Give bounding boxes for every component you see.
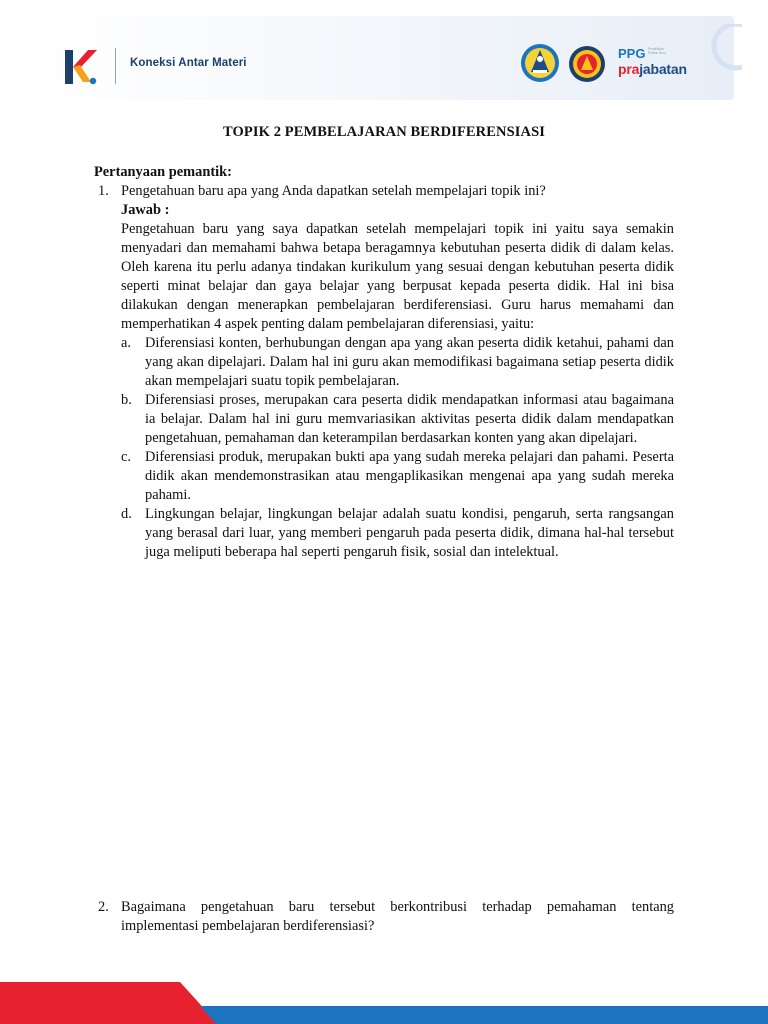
list-item-text: Diferensiasi proses, merupakan cara peserta didik mendapatkan informasi atau bagaimana ia belajar. Dalam hal ini guru memvariasikan aktivitas peserta didik dalam mendapatkan pengetahuan, pemahaman dan keterampilan berdasarkan konten yang akan dipelajari.	[145, 392, 674, 446]
ppg-prajabatan-logo	[614, 46, 704, 90]
list-item-text: Lingkungan belajar, lingkungan belajar adalah suatu kondisi, pengaruh, serta rangsangan yang berasal dari luar, yang memberi pengaruh pada peserta didik, dimana hal-hal tersebut juga meliputi beberapa hal seperti pengaruh fisik, sosial dan intelektual.	[145, 506, 674, 560]
decorative-arc	[702, 24, 742, 84]
page-header	[34, 16, 734, 100]
question-number: 1.	[98, 183, 109, 199]
list-item-letter: d.	[121, 506, 132, 522]
aspect-list	[121, 334, 674, 562]
question-2-item	[94, 898, 674, 936]
question-2	[94, 898, 674, 936]
footer-decoration	[0, 982, 768, 1024]
answer-paragraph: Pengetahuan baru yang saya dapatkan setelah mempelajari topik ini yaitu saya semakin menyadari dan memahami bahwa betapa beragamnya kebutuhan peserta didik di dalam kelas. Oleh karena itu perlu adanya tindakan kurikulum yang sesuai dengan kebutuhan peserta didik seperti minat belajar dan gaya belajar yang berpusat kepada peserta didik. Hal ini bisa dilakukan dengan menerapkan pembelajaran berdiferensiasi. Guru harus memahami dan memperhatikan 4 aspek penting dalam pembelajaran diferensiasi, yaitu:	[121, 221, 674, 332]
header-divider	[115, 48, 116, 84]
list-item-letter: b.	[121, 392, 132, 408]
answer-label: Jawab :	[121, 202, 170, 218]
question-number: 2.	[98, 899, 109, 915]
list-item	[121, 391, 674, 448]
ppg-label: PPG	[618, 46, 646, 61]
list-item-letter: c.	[121, 449, 131, 465]
list-item-letter: a.	[121, 335, 131, 351]
question-text: Pengetahuan baru apa yang Anda dapatkan setelah mempelajari topik ini?	[121, 183, 546, 199]
prajabatan-label: prajabatan	[618, 61, 687, 77]
list-item-text: Diferensiasi produk, merupakan bukti apa yang sudah mereka pelajari dan pahami. Peserta didik akan mendemonstrasikan atau mengaplikasikan mengenai apa yang sudah mereka pahami.	[145, 449, 674, 503]
tut-wuri-handayani-logo-icon	[518, 42, 562, 84]
list-item	[121, 448, 674, 505]
document-content	[94, 163, 674, 562]
ppg-sub-label: Pendidikan Profesi Guru	[648, 47, 666, 55]
university-seal-icon	[567, 44, 607, 84]
header-title: Koneksi Antar Materi	[130, 57, 247, 69]
list-item	[121, 505, 674, 562]
question-1	[94, 182, 674, 562]
section-heading: Pertanyaan pemantik:	[94, 164, 232, 180]
list-item	[121, 334, 674, 391]
list-item-text: Diferensiasi konten, berhubungan dengan apa yang akan peserta didik ketahui, pahami dan yang akan dipelajari. Dalam hal ini guru akan memodifikasi bagaimana setiap peserta didik akan mempelajari suatu topik pembelajaran.	[145, 335, 674, 389]
question-text: Bagaimana pengetahuan baru tersebut berkontribusi terhadap pemahaman tentang implementasi pembelajaran berdiferensiasi?	[121, 899, 674, 934]
document-title: TOPIK 2 PEMBELAJARAN BERDIFERENSIASI	[223, 124, 545, 140]
k-logo-icon	[64, 48, 98, 86]
